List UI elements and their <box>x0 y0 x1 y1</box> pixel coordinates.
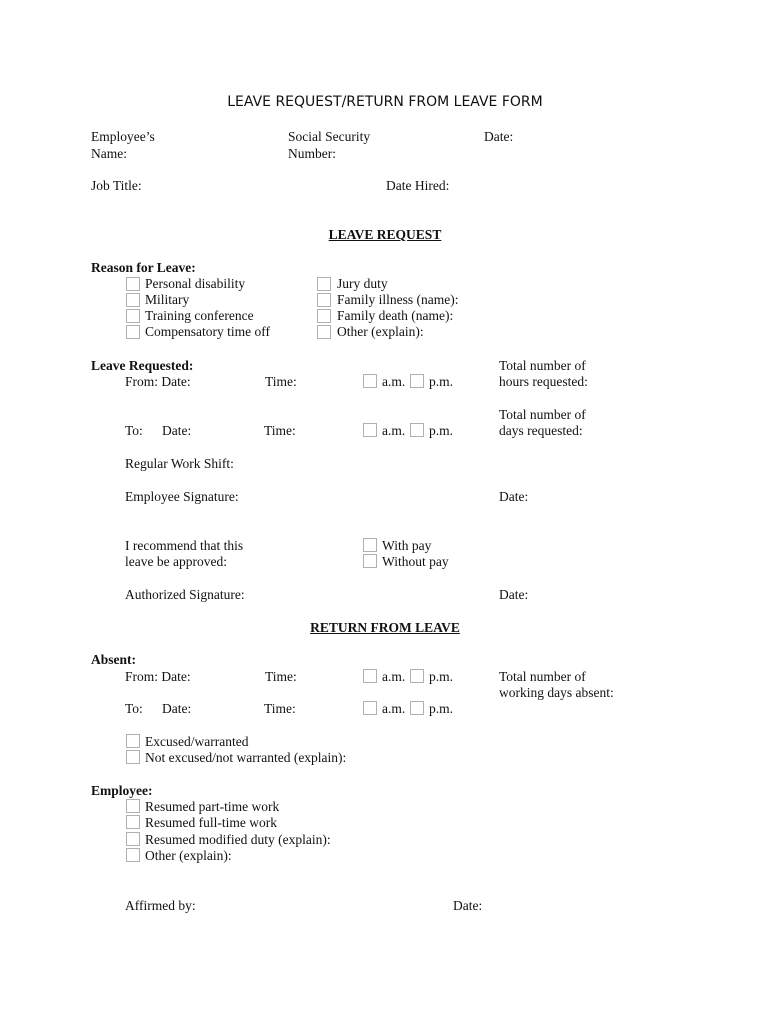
checkbox-to-am[interactable] <box>363 423 377 437</box>
checkbox-absent-to-pm[interactable] <box>410 701 424 715</box>
checkbox-from-pm[interactable] <box>410 374 424 388</box>
checkbox-resumed-full-time[interactable] <box>126 815 140 829</box>
return-from-leave-heading: RETURN FROM LEAVE <box>310 620 460 635</box>
absent-from-pm-label: p.m. <box>429 669 454 684</box>
reason-family-illness: Family illness (name): <box>337 292 459 307</box>
working-days-absent-label-line2: working days absent: <box>499 685 614 700</box>
checkbox-personal-disability[interactable] <box>126 277 140 291</box>
affirmed-by-label: Affirmed by: <box>125 898 196 913</box>
date-hired-label: Date Hired: <box>386 178 450 193</box>
absent-to-date-label: Date: <box>162 701 192 716</box>
employee-signature-date-label: Date: <box>499 489 529 504</box>
checkbox-resumed-part-time[interactable] <box>126 799 140 813</box>
absent-from-date-label: From: Date: <box>125 669 191 684</box>
absent-to-time-label: Time: <box>264 701 296 716</box>
from-date-label: From: Date: <box>125 374 191 389</box>
to-date-label: Date: <box>162 423 192 438</box>
reason-other: Other (explain): <box>337 324 424 339</box>
recommend-label-line1: I recommend that this <box>125 538 244 553</box>
recommend-label-line2: leave be approved: <box>125 554 227 569</box>
checkbox-family-death[interactable] <box>317 309 331 323</box>
to-am-label: a.m. <box>382 423 406 438</box>
employee-name-label-line2: Name: <box>91 146 127 161</box>
absent-label: Absent: <box>91 652 137 667</box>
job-title-label: Job Title: <box>91 178 142 193</box>
without-pay-label: Without pay <box>382 554 449 569</box>
resumed-modified-duty-label: Resumed modified duty (explain): <box>145 832 331 847</box>
checkbox-family-illness[interactable] <box>317 293 331 307</box>
resumed-part-time-label: Resumed part-time work <box>145 799 280 814</box>
absent-to-label: To: <box>125 701 143 716</box>
authorized-signature-label: Authorized Signature: <box>125 587 245 602</box>
checkbox-from-am[interactable] <box>363 374 377 388</box>
absent-from-time-label: Time: <box>265 669 297 684</box>
ssn-label-line2: Number: <box>288 146 336 161</box>
checkbox-not-excused[interactable] <box>126 750 140 764</box>
checkbox-absent-to-am[interactable] <box>363 701 377 715</box>
other-employee-label: Other (explain): <box>145 848 232 863</box>
absent-from-am-label: a.m. <box>382 669 406 684</box>
employee-section-label: Employee: <box>91 783 153 798</box>
from-pm-label: p.m. <box>429 374 454 389</box>
checkbox-with-pay[interactable] <box>363 538 377 552</box>
checkbox-resumed-modified-duty[interactable] <box>126 832 140 846</box>
with-pay-label: With pay <box>382 538 432 553</box>
regular-work-shift-label: Regular Work Shift: <box>125 456 234 471</box>
total-days-label-line2: days requested: <box>499 423 583 438</box>
absent-to-am-label: a.m. <box>382 701 406 716</box>
checkbox-excused[interactable] <box>126 734 140 748</box>
authorized-signature-date-label: Date: <box>499 587 529 602</box>
form-title: LEAVE REQUEST/RETURN FROM LEAVE FORM <box>227 94 543 110</box>
total-days-label-line1: Total number of <box>499 407 586 422</box>
from-am-label: a.m. <box>382 374 406 389</box>
checkbox-compensatory-time-off[interactable] <box>126 325 140 339</box>
from-time-label: Time: <box>265 374 297 389</box>
resumed-full-time-label: Resumed full-time work <box>145 815 277 830</box>
reason-jury-duty: Jury duty <box>337 276 388 291</box>
reason-military: Military <box>145 292 190 307</box>
employee-name-label-line1: Employee’s <box>91 129 155 144</box>
reason-family-death: Family death (name): <box>337 308 454 323</box>
leave-request-heading: LEAVE REQUEST <box>328 227 442 242</box>
excused-label: Excused/warranted <box>145 734 249 749</box>
checkbox-other-employee[interactable] <box>126 848 140 862</box>
checkbox-other-reason[interactable] <box>317 325 331 339</box>
to-pm-label: p.m. <box>429 423 454 438</box>
checkbox-jury-duty[interactable] <box>317 277 331 291</box>
employee-signature-label: Employee Signature: <box>125 489 239 504</box>
absent-to-pm-label: p.m. <box>429 701 454 716</box>
to-label: To: <box>125 423 143 438</box>
total-hours-label-line1: Total number of <box>499 358 586 373</box>
header-date-label: Date: <box>484 129 514 144</box>
checkbox-absent-from-am[interactable] <box>363 669 377 683</box>
affirmed-date-label: Date: <box>453 898 483 913</box>
to-time-label: Time: <box>264 423 296 438</box>
checkbox-military[interactable] <box>126 293 140 307</box>
checkbox-to-pm[interactable] <box>410 423 424 437</box>
checkbox-without-pay[interactable] <box>363 554 377 568</box>
not-excused-label: Not excused/not warranted (explain): <box>145 750 347 765</box>
reason-personal-disability: Personal disability <box>145 276 246 291</box>
leave-requested-label: Leave Requested: <box>91 358 194 373</box>
reason-compensatory-time-off: Compensatory time off <box>145 324 270 339</box>
checkbox-training-conference[interactable] <box>126 309 140 323</box>
reason-for-leave-label: Reason for Leave: <box>91 260 196 275</box>
checkbox-absent-from-pm[interactable] <box>410 669 424 683</box>
reason-training-conference: Training conference <box>145 308 254 323</box>
ssn-label-line1: Social Security <box>288 129 371 144</box>
total-hours-label-line2: hours requested: <box>499 374 588 389</box>
working-days-absent-label-line1: Total number of <box>499 669 586 684</box>
